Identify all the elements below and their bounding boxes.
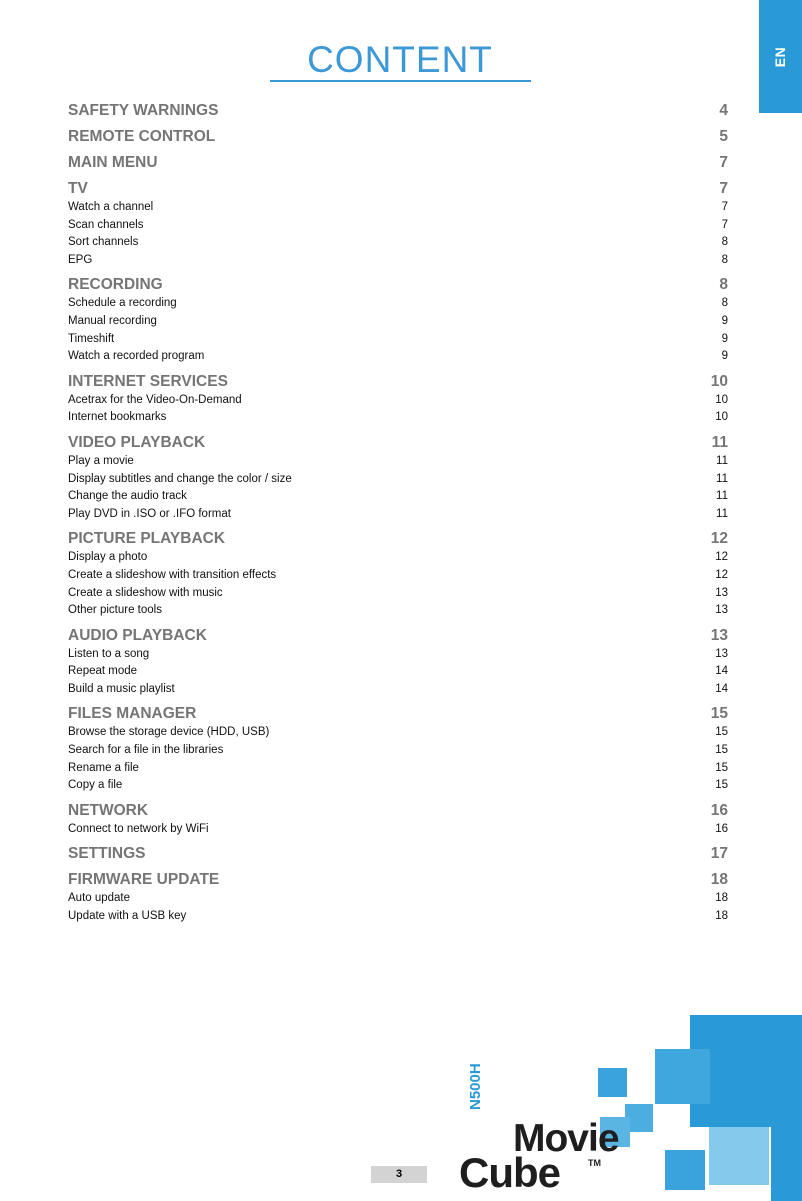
toc-page-number: 8 [721,236,728,249]
toc-page-number: 9 [721,350,728,363]
toc-section[interactable] [68,432,728,453]
toc-label: SETTINGS [68,845,146,863]
toc-item[interactable] [68,724,728,742]
toc-section[interactable] [68,528,728,549]
toc-label: Auto update [68,892,131,905]
toc-item[interactable] [68,585,728,603]
toc-section[interactable] [68,371,728,392]
decor-square [598,1068,627,1097]
toc-page-number: 15 [715,761,728,774]
toc-label: Timeshift [68,332,115,345]
toc-label: Display a photo [68,551,148,564]
toc-page-number: 11 [716,472,728,485]
toc-label: Search for a file in the libraries [68,744,224,757]
toc-item[interactable] [68,471,728,489]
toc-page-number: 11 [716,507,728,520]
toc-item[interactable] [68,348,728,366]
toc-label: Play DVD in .ISO or .IFO format [68,507,231,520]
logo-model: N500H [467,1063,484,1110]
logo-trademark: TM [588,1158,601,1168]
toc-page-number: 13 [710,626,728,644]
toc-page-number: 12 [715,568,728,581]
table-of-contents [68,100,728,926]
toc-label: Other picture tools [68,604,162,617]
page-title: CONTENT [307,39,493,80]
toc-item[interactable] [68,331,728,349]
toc-page-number: 18 [710,871,728,889]
toc-page-number: 15 [715,726,728,739]
toc-label: Rename a file [68,761,139,774]
toc-item[interactable] [68,681,728,699]
toc-label: TV [68,180,88,197]
toc-item[interactable] [68,760,728,778]
page-number: 3 [371,1166,427,1183]
toc-page-number: 9 [721,332,728,345]
toc-page-number: 14 [715,682,728,695]
toc-label: Watch a recorded program [68,350,205,363]
toc-item[interactable] [68,199,728,217]
toc-section[interactable] [68,625,728,646]
toc-item[interactable] [68,646,728,664]
toc-page-number: 16 [715,822,728,835]
toc-item[interactable] [68,392,728,410]
toc-label: Sort channels [68,236,139,249]
toc-page-number: 7 [719,180,728,197]
toc-label: Schedule a recording [68,297,177,310]
toc-label: Repeat mode [68,665,138,678]
toc-section[interactable] [68,274,728,295]
toc-page-number: 7 [721,201,728,213]
toc-item[interactable] [68,908,728,926]
toc-page-number: 14 [715,665,728,678]
toc-item[interactable] [68,742,728,760]
toc-label: Watch a channel [68,201,154,213]
toc-label: INTERNET SERVICES [68,372,228,390]
language-tab [759,0,802,113]
toc-label: FILES MANAGER [68,705,197,723]
toc-item[interactable] [68,313,728,331]
toc-label: Acetrax for the Video-On-Demand [68,393,242,406]
toc-page-number: 10 [715,411,728,424]
toc-page-number: 18 [715,910,728,923]
toc-page-number: 18 [715,892,728,905]
toc-label: Create a slideshow with transition effects [68,568,277,581]
toc-label: Change the audio track [68,490,187,503]
toc-item[interactable] [68,234,728,252]
toc-label: RECORDING [68,276,163,294]
toc-page-number: 13 [715,604,728,617]
title-underline [270,80,531,82]
toc-page-number: 12 [710,530,728,548]
toc-section[interactable] [68,152,728,173]
toc-page-number: 8 [719,276,728,294]
toc-section[interactable] [68,126,728,147]
decor-square [665,1150,705,1190]
toc-label: Browse the storage device (HDD, USB) [68,726,270,739]
toc-page-number: 5 [719,128,728,145]
toc-page-number: 15 [715,779,728,792]
toc-label: Play a movie [68,454,134,467]
toc-section[interactable] [68,703,728,724]
toc-label: PICTURE PLAYBACK [68,530,226,548]
toc-label: Copy a file [68,779,123,792]
toc-label: Display subtitles and change the color / size [68,472,292,485]
toc-item[interactable] [68,821,728,839]
toc-page-number: 10 [710,372,728,390]
toc-item[interactable] [68,567,728,585]
toc-section[interactable] [68,800,728,821]
toc-page-number: 9 [721,314,728,327]
toc-item[interactable] [68,217,728,235]
toc-item[interactable] [68,602,728,620]
toc-label: MAIN MENU [68,154,158,171]
toc-page-number: 8 [721,253,728,266]
toc-label: AUDIO PLAYBACK [68,626,207,644]
toc-item[interactable] [68,890,728,908]
toc-section[interactable] [68,178,728,199]
logo-word-cube: Cube [459,1149,560,1196]
language-label: EN [772,46,789,67]
toc-label: FIRMWARE UPDATE [68,871,220,889]
toc-item[interactable] [68,409,728,427]
toc-page-number: 11 [716,490,728,503]
toc-page-number: 13 [715,586,728,599]
toc-item[interactable] [68,663,728,681]
toc-label: Listen to a song [68,647,150,660]
toc-label: Connect to network by WiFi [68,822,209,835]
toc-section[interactable] [68,869,728,890]
toc-page-number: 15 [715,744,728,757]
toc-page-number: 11 [716,454,728,467]
logo-word-movie: Movie [513,1117,619,1160]
toc-page-number: 12 [715,551,728,564]
toc-section[interactable] [68,843,728,864]
toc-page-number: 7 [721,218,728,231]
toc-item[interactable] [68,549,728,567]
decor-square [709,1127,769,1185]
toc-item[interactable] [68,252,728,270]
toc-item[interactable] [68,506,728,524]
toc-page-number: 15 [710,705,728,723]
toc-page-number: 11 [711,433,728,451]
toc-page-number: 17 [710,845,728,863]
toc-page-number: 4 [719,102,728,119]
toc-page-number: 13 [715,647,728,660]
decor-square [771,1127,802,1201]
toc-label: Create a slideshow with music [68,586,223,599]
toc-label: REMOTE CONTROL [68,128,216,145]
toc-label: EPG [68,253,93,266]
toc-item[interactable] [68,295,728,313]
toc-label: SAFETY WARNINGS [68,102,219,119]
decor-square [655,1049,710,1104]
toc-label: Scan channels [68,218,144,231]
toc-label: Internet bookmarks [68,411,167,424]
toc-page-number: 7 [719,154,728,171]
toc-label: Update with a USB key [68,910,187,923]
toc-label: Build a music playlist [68,682,175,695]
toc-label: Manual recording [68,314,157,327]
toc-item[interactable] [68,453,728,471]
toc-item[interactable] [68,488,728,506]
toc-page-number: 10 [715,393,728,406]
toc-label: NETWORK [68,801,149,819]
toc-section[interactable] [68,100,728,121]
toc-label: VIDEO PLAYBACK [68,433,206,451]
toc-item[interactable] [68,777,728,795]
toc-page-number: 16 [710,801,728,819]
toc-page-number: 8 [721,297,728,310]
